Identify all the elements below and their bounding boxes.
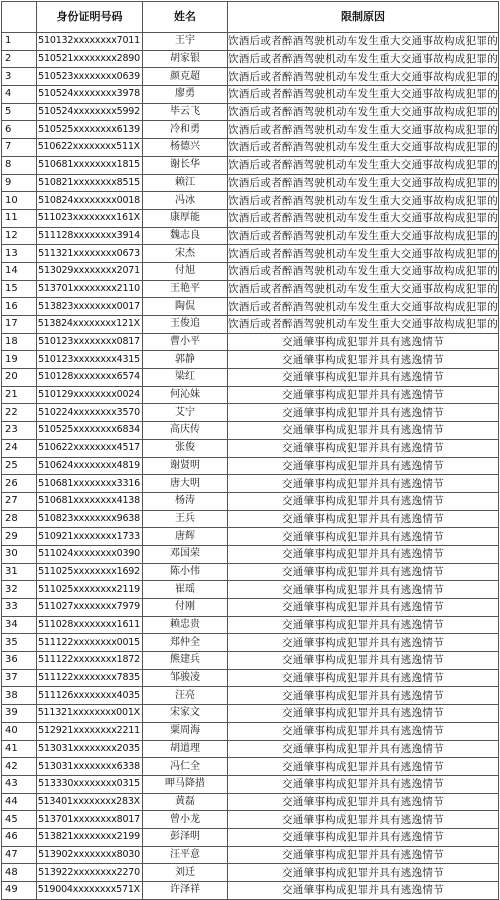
id-number-cell: 511028xxxxxxxx1611 — [37, 616, 143, 634]
id-number-cell: 511027xxxxxxxx7979 — [37, 599, 143, 617]
row-number: 46 — [2, 828, 37, 846]
reason-cell: 饮酒后或者醉酒驾驶机动车发生重大交通事故构成犯罪的 — [228, 33, 499, 51]
reason-cell: 交通肇事构成犯罪并具有逃逸情节 — [228, 333, 499, 351]
table-header — [2, 2, 499, 33]
reason-cell: 交通肇事构成犯罪并具有逃逸情节 — [228, 386, 499, 404]
id-number-cell: 510524xxxxxxxx3978 — [37, 86, 143, 104]
id-number-cell: 511321xxxxxxxx001X — [37, 705, 143, 723]
table-row — [2, 33, 499, 51]
name-cell: 熊建兵 — [143, 652, 228, 670]
row-number: 3 — [2, 68, 37, 86]
table-row — [2, 422, 499, 440]
name-cell: 呷马降措 — [143, 775, 228, 793]
name-cell: 张俊 — [143, 439, 228, 457]
row-number: 30 — [2, 545, 37, 563]
id-number-cell: 510525xxxxxxxx6139 — [37, 121, 143, 139]
reason-cell: 交通肇事构成犯罪并具有逃逸情节 — [228, 882, 499, 900]
id-number-cell: 510624xxxxxxxx4819 — [37, 457, 143, 475]
name-cell: 高庆传 — [143, 422, 228, 440]
id-number-cell: 513701xxxxxxxx2110 — [37, 280, 143, 298]
reason-cell: 交通肇事构成犯罪并具有逃逸情节 — [228, 811, 499, 829]
row-number: 19 — [2, 351, 37, 369]
name-cell: 唐辉 — [143, 528, 228, 546]
name-cell: 谢贤明 — [143, 457, 228, 475]
id-number-cell: 510821xxxxxxxx8515 — [37, 174, 143, 192]
name-cell: 冯仁全 — [143, 758, 228, 776]
row-number: 34 — [2, 616, 37, 634]
reason-cell: 交通肇事构成犯罪并具有逃逸情节 — [228, 545, 499, 563]
id-number-cell: 513824xxxxxxxx121X — [37, 316, 143, 334]
name-cell: 毕云飞 — [143, 103, 228, 121]
name-cell: 赖忠贵 — [143, 616, 228, 634]
id-number-cell: 513821xxxxxxxx2199 — [37, 828, 143, 846]
name-cell: 廖勇 — [143, 86, 228, 104]
row-number: 40 — [2, 722, 37, 740]
table-row — [2, 404, 499, 422]
reason-cell: 饮酒后或者醉酒驾驶机动车发生重大交通事故构成犯罪的 — [228, 245, 499, 263]
row-number: 18 — [2, 333, 37, 351]
reason-cell: 交通肇事构成犯罪并具有逃逸情节 — [228, 669, 499, 687]
table-row — [2, 669, 499, 687]
row-number: 27 — [2, 492, 37, 510]
table-row — [2, 439, 499, 457]
name-cell: 王俊追 — [143, 316, 228, 334]
table-row — [2, 227, 499, 245]
id-number-cell: 510824xxxxxxxx0018 — [37, 192, 143, 210]
id-number-cell: 511024xxxxxxxx0390 — [37, 545, 143, 563]
name-cell: 何沁妹 — [143, 386, 228, 404]
reason-cell: 饮酒后或者醉酒驾驶机动车发生重大交通事故构成犯罪的 — [228, 139, 499, 157]
reason-cell: 交通肇事构成犯罪并具有逃逸情节 — [228, 422, 499, 440]
table-row — [2, 705, 499, 723]
row-number: 2 — [2, 50, 37, 68]
table-row — [2, 139, 499, 157]
id-number-cell: 510128xxxxxxxx6574 — [37, 369, 143, 387]
row-number: 35 — [2, 634, 37, 652]
name-cell: 付旭 — [143, 262, 228, 280]
row-number: 23 — [2, 422, 37, 440]
name-cell: 冯冰 — [143, 192, 228, 210]
row-number: 25 — [2, 457, 37, 475]
table-row — [2, 528, 499, 546]
name-cell: 艾宁 — [143, 404, 228, 422]
name-cell: 宋杰 — [143, 245, 228, 263]
id-number-cell: 510523xxxxxxxx0639 — [37, 68, 143, 86]
reason-cell: 交通肇事构成犯罪并具有逃逸情节 — [228, 616, 499, 634]
restriction-table — [1, 1, 499, 900]
id-number-cell: 519004xxxxxxxx571X — [37, 882, 143, 900]
table-row — [2, 793, 499, 811]
name-cell: 魏志良 — [143, 227, 228, 245]
row-number: 1 — [2, 33, 37, 51]
table-row — [2, 192, 499, 210]
row-number: 5 — [2, 103, 37, 121]
id-number-cell: 510224xxxxxxxx3570 — [37, 404, 143, 422]
reason-cell: 交通肇事构成犯罪并具有逃逸情节 — [228, 475, 499, 493]
table-row — [2, 174, 499, 192]
name-cell: 赖江 — [143, 174, 228, 192]
header-row — [2, 2, 499, 33]
table-row — [2, 245, 499, 263]
row-number: 28 — [2, 510, 37, 528]
reason-cell: 交通肇事构成犯罪并具有逃逸情节 — [228, 634, 499, 652]
id-number-cell: 510681xxxxxxxx4138 — [37, 492, 143, 510]
row-number: 21 — [2, 386, 37, 404]
reason-cell: 交通肇事构成犯罪并具有逃逸情节 — [228, 457, 499, 475]
name-cell: 谢长华 — [143, 156, 228, 174]
row-number: 44 — [2, 793, 37, 811]
name-cell: 郑仲全 — [143, 634, 228, 652]
table-row — [2, 103, 499, 121]
row-number: 10 — [2, 192, 37, 210]
table-row — [2, 68, 499, 86]
row-number: 15 — [2, 280, 37, 298]
id-number-cell: 510921xxxxxxxx1733 — [37, 528, 143, 546]
table-row — [2, 457, 499, 475]
id-number-cell: 511122xxxxxxxx7835 — [37, 669, 143, 687]
table-row — [2, 209, 499, 227]
header-name: 姓名 — [143, 2, 228, 33]
id-number-cell: 510524xxxxxxxx5992 — [37, 103, 143, 121]
id-number-cell: 513330xxxxxxxx0315 — [37, 775, 143, 793]
id-number-cell: 513031xxxxxxxx2035 — [37, 740, 143, 758]
name-cell: 宋家文 — [143, 705, 228, 723]
row-number: 24 — [2, 439, 37, 457]
table-row — [2, 156, 499, 174]
id-number-cell: 513902xxxxxxxx8030 — [37, 846, 143, 864]
row-number: 32 — [2, 581, 37, 599]
row-number: 31 — [2, 563, 37, 581]
id-number-cell: 513701xxxxxxxx8017 — [37, 811, 143, 829]
id-number-cell: 511128xxxxxxxx3914 — [37, 227, 143, 245]
header-id-number: 身份证明号码 — [37, 2, 143, 33]
name-cell: 杨涛 — [143, 492, 228, 510]
id-number-cell: 511122xxxxxxxx0015 — [37, 634, 143, 652]
table-row — [2, 634, 499, 652]
reason-cell: 饮酒后或者醉酒驾驶机动车发生重大交通事故构成犯罪的 — [228, 298, 499, 316]
id-number-cell: 511023xxxxxxxx161X — [37, 209, 143, 227]
name-cell: 杨德兴 — [143, 139, 228, 157]
id-number-cell: 510681xxxxxxxx1815 — [37, 156, 143, 174]
reason-cell: 交通肇事构成犯罪并具有逃逸情节 — [228, 528, 499, 546]
name-cell: 冷和勇 — [143, 121, 228, 139]
reason-cell: 交通肇事构成犯罪并具有逃逸情节 — [228, 563, 499, 581]
name-cell: 王宇 — [143, 33, 228, 51]
table-row — [2, 316, 499, 334]
id-number-cell: 511321xxxxxxxx0673 — [37, 245, 143, 263]
row-number: 36 — [2, 652, 37, 670]
name-cell: 郭静 — [143, 351, 228, 369]
table-row — [2, 846, 499, 864]
id-number-cell: 511122xxxxxxxx1872 — [37, 652, 143, 670]
row-number: 13 — [2, 245, 37, 263]
name-cell: 邓国荣 — [143, 545, 228, 563]
id-number-cell: 510123xxxxxxxx4315 — [37, 351, 143, 369]
table-row — [2, 333, 499, 351]
name-cell: 唐大明 — [143, 475, 228, 493]
row-number: 8 — [2, 156, 37, 174]
reason-cell: 交通肇事构成犯罪并具有逃逸情节 — [228, 687, 499, 705]
reason-cell: 饮酒后或者醉酒驾驶机动车发生重大交通事故构成犯罪的 — [228, 209, 499, 227]
id-number-cell: 511025xxxxxxxx2119 — [37, 581, 143, 599]
table-row — [2, 758, 499, 776]
row-number: 33 — [2, 599, 37, 617]
id-number-cell: 510521xxxxxxxx2890 — [37, 50, 143, 68]
id-number-cell: 512921xxxxxxxx2211 — [37, 722, 143, 740]
name-cell: 汪平意 — [143, 846, 228, 864]
name-cell: 康厚能 — [143, 209, 228, 227]
reason-cell: 交通肇事构成犯罪并具有逃逸情节 — [228, 793, 499, 811]
name-cell: 黄磊 — [143, 793, 228, 811]
name-cell: 王艳平 — [143, 280, 228, 298]
name-cell: 汪亮 — [143, 687, 228, 705]
table-row — [2, 386, 499, 404]
table-row — [2, 262, 499, 280]
reason-cell: 饮酒后或者醉酒驾驶机动车发生重大交通事故构成犯罪的 — [228, 86, 499, 104]
id-number-cell: 510681xxxxxxxx3316 — [37, 475, 143, 493]
id-number-cell: 510129xxxxxxxx0024 — [37, 386, 143, 404]
table-row — [2, 545, 499, 563]
reason-cell: 交通肇事构成犯罪并具有逃逸情节 — [228, 758, 499, 776]
id-number-cell: 511025xxxxxxxx1692 — [37, 563, 143, 581]
table-row — [2, 563, 499, 581]
reason-cell: 饮酒后或者醉酒驾驶机动车发生重大交通事故构成犯罪的 — [228, 316, 499, 334]
reason-cell: 交通肇事构成犯罪并具有逃逸情节 — [228, 581, 499, 599]
row-number: 47 — [2, 846, 37, 864]
row-number: 42 — [2, 758, 37, 776]
name-cell: 邹骏凌 — [143, 669, 228, 687]
row-number: 6 — [2, 121, 37, 139]
table-row — [2, 280, 499, 298]
id-number-cell: 510132xxxxxxxx7011 — [37, 33, 143, 51]
row-number: 45 — [2, 811, 37, 829]
reason-cell: 饮酒后或者醉酒驾驶机动车发生重大交通事故构成犯罪的 — [228, 103, 499, 121]
row-number: 7 — [2, 139, 37, 157]
id-number-cell: 510823xxxxxxxx9638 — [37, 510, 143, 528]
name-cell: 陶侃 — [143, 298, 228, 316]
table-row — [2, 864, 499, 882]
row-number: 22 — [2, 404, 37, 422]
table-row — [2, 121, 499, 139]
header-no — [2, 2, 37, 33]
reason-cell: 饮酒后或者醉酒驾驶机动车发生重大交通事故构成犯罪的 — [228, 156, 499, 174]
name-cell: 颜克超 — [143, 68, 228, 86]
table-row — [2, 492, 499, 510]
row-number: 41 — [2, 740, 37, 758]
table-row — [2, 475, 499, 493]
reason-cell: 交通肇事构成犯罪并具有逃逸情节 — [228, 510, 499, 528]
id-number-cell: 513823xxxxxxxx0017 — [37, 298, 143, 316]
name-cell: 付刚 — [143, 599, 228, 617]
reason-cell: 交通肇事构成犯罪并具有逃逸情节 — [228, 439, 499, 457]
row-number: 37 — [2, 669, 37, 687]
id-number-cell: 513031xxxxxxxx6338 — [37, 758, 143, 776]
row-number: 14 — [2, 262, 37, 280]
row-number: 39 — [2, 705, 37, 723]
reason-cell: 交通肇事构成犯罪并具有逃逸情节 — [228, 404, 499, 422]
row-number: 48 — [2, 864, 37, 882]
name-cell: 梁红 — [143, 369, 228, 387]
reason-cell: 交通肇事构成犯罪并具有逃逸情节 — [228, 369, 499, 387]
id-number-cell: 511126xxxxxxxx4035 — [37, 687, 143, 705]
table-row — [2, 599, 499, 617]
reason-cell: 交通肇事构成犯罪并具有逃逸情节 — [228, 864, 499, 882]
row-number: 49 — [2, 882, 37, 900]
row-number: 12 — [2, 227, 37, 245]
table-row — [2, 369, 499, 387]
name-cell: 许泽祥 — [143, 882, 228, 900]
reason-cell: 交通肇事构成犯罪并具有逃逸情节 — [228, 652, 499, 670]
table-row — [2, 775, 499, 793]
table-row — [2, 581, 499, 599]
reason-cell: 饮酒后或者醉酒驾驶机动车发生重大交通事故构成犯罪的 — [228, 68, 499, 86]
header-reason: 限制原因 — [228, 2, 499, 33]
name-cell: 曾小龙 — [143, 811, 228, 829]
table-row — [2, 351, 499, 369]
row-number: 26 — [2, 475, 37, 493]
name-cell: 陈小伟 — [143, 563, 228, 581]
table-row — [2, 882, 499, 900]
id-number-cell: 513401xxxxxxxx283X — [37, 793, 143, 811]
name-cell: 刘迁 — [143, 864, 228, 882]
name-cell: 曹小平 — [143, 333, 228, 351]
row-number: 43 — [2, 775, 37, 793]
reason-cell: 交通肇事构成犯罪并具有逃逸情节 — [228, 492, 499, 510]
id-number-cell: 510525xxxxxxxx6834 — [37, 422, 143, 440]
table-row — [2, 86, 499, 104]
reason-cell: 交通肇事构成犯罪并具有逃逸情节 — [228, 599, 499, 617]
reason-cell: 饮酒后或者醉酒驾驶机动车发生重大交通事故构成犯罪的 — [228, 192, 499, 210]
table-row — [2, 510, 499, 528]
table-body — [2, 33, 499, 900]
name-cell: 王兵 — [143, 510, 228, 528]
row-number: 11 — [2, 209, 37, 227]
reason-cell: 交通肇事构成犯罪并具有逃逸情节 — [228, 775, 499, 793]
row-number: 4 — [2, 86, 37, 104]
name-cell: 崔瑶 — [143, 581, 228, 599]
row-number: 17 — [2, 316, 37, 334]
reason-cell: 饮酒后或者醉酒驾驶机动车发生重大交通事故构成犯罪的 — [228, 262, 499, 280]
table-row — [2, 722, 499, 740]
row-number: 20 — [2, 369, 37, 387]
row-number: 16 — [2, 298, 37, 316]
id-number-cell: 510123xxxxxxxx0817 — [37, 333, 143, 351]
reason-cell: 交通肇事构成犯罪并具有逃逸情节 — [228, 828, 499, 846]
table-row — [2, 740, 499, 758]
id-number-cell: 510622xxxxxxxx511X — [37, 139, 143, 157]
table-row — [2, 828, 499, 846]
reason-cell: 交通肇事构成犯罪并具有逃逸情节 — [228, 705, 499, 723]
id-number-cell: 513029xxxxxxxx2071 — [37, 262, 143, 280]
id-number-cell: 510622xxxxxxxx4517 — [37, 439, 143, 457]
row-number: 38 — [2, 687, 37, 705]
table-row — [2, 298, 499, 316]
reason-cell: 交通肇事构成犯罪并具有逃逸情节 — [228, 846, 499, 864]
reason-cell: 交通肇事构成犯罪并具有逃逸情节 — [228, 740, 499, 758]
reason-cell: 交通肇事构成犯罪并具有逃逸情节 — [228, 351, 499, 369]
row-number: 29 — [2, 528, 37, 546]
table-row — [2, 811, 499, 829]
table-row — [2, 687, 499, 705]
table-row — [2, 616, 499, 634]
id-number-cell: 513922xxxxxxxx2270 — [37, 864, 143, 882]
reason-cell: 交通肇事构成犯罪并具有逃逸情节 — [228, 722, 499, 740]
name-cell: 胡家银 — [143, 50, 228, 68]
name-cell: 胡道理 — [143, 740, 228, 758]
table-row — [2, 652, 499, 670]
reason-cell: 饮酒后或者醉酒驾驶机动车发生重大交通事故构成犯罪的 — [228, 227, 499, 245]
reason-cell: 饮酒后或者醉酒驾驶机动车发生重大交通事故构成犯罪的 — [228, 280, 499, 298]
name-cell: 粟周海 — [143, 722, 228, 740]
row-number: 9 — [2, 174, 37, 192]
table-row — [2, 50, 499, 68]
reason-cell: 饮酒后或者醉酒驾驶机动车发生重大交通事故构成犯罪的 — [228, 50, 499, 68]
reason-cell: 饮酒后或者醉酒驾驶机动车发生重大交通事故构成犯罪的 — [228, 121, 499, 139]
name-cell: 彭泽明 — [143, 828, 228, 846]
reason-cell: 饮酒后或者醉酒驾驶机动车发生重大交通事故构成犯罪的 — [228, 174, 499, 192]
